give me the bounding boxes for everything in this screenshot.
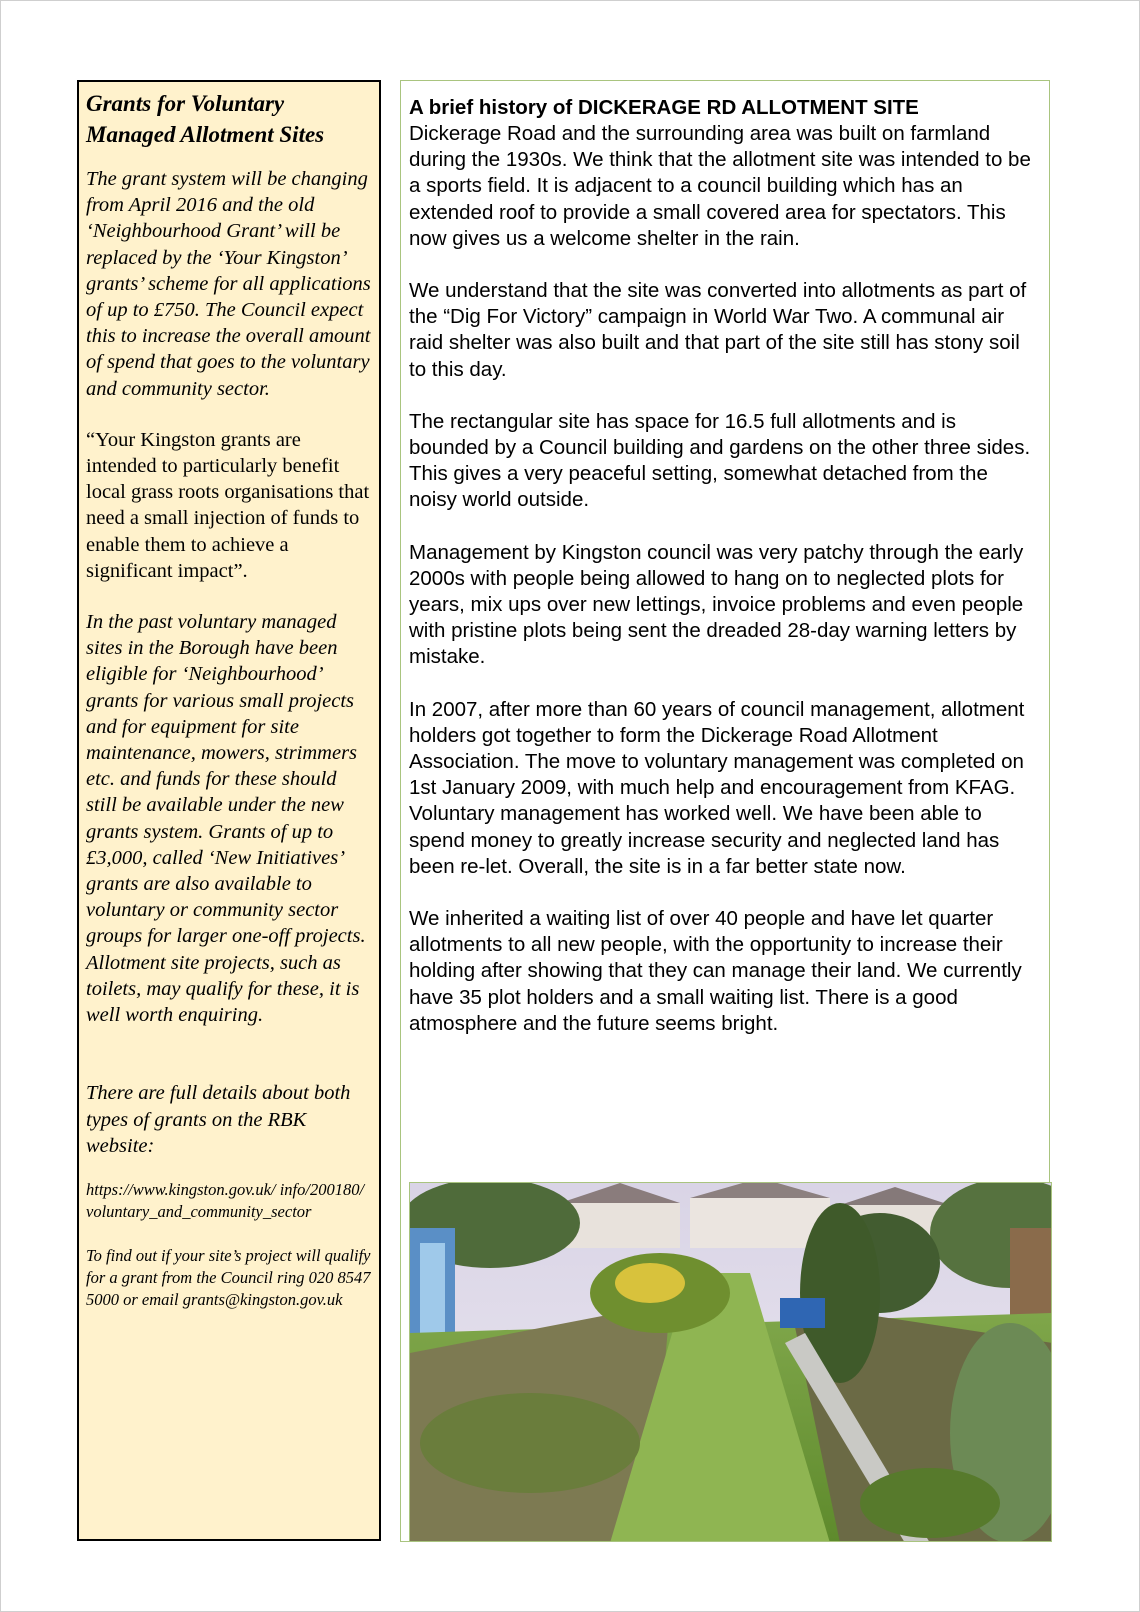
grants-sidebar xyxy=(77,80,381,1541)
rbk-website-link[interactable]: https://www.kingston.gov.uk/ info/200180/ voluntary_and_community_sector xyxy=(86,1179,365,1221)
article-paragraph-origins: Dickerage Road and the surrounding area was built on farmland during the 1930s. We think that the allotment site was intended to be a sports field. It is adjacent to a council building which has an extended roof to provide a small covered area for spectators. This now gives us a welcome shelter in the rain. xyxy=(409,122,1031,250)
article-paragraph-voluntary-management: Voluntary management has worked well. We have been able to spend money to greatly increase security and neglected land has been re-let. Overall, the site is in a far better state now. xyxy=(409,802,1000,878)
sidebar-details: There are full details about both types of grants on the RBK website: xyxy=(86,1082,351,1157)
allotment-illustration xyxy=(410,1183,1052,1542)
sidebar-quote: “Your Kingston grants are intended to particularly benefit local grass roots organisations that need a small injection of funds to enable them to achieve a significant impact”. xyxy=(86,428,370,582)
sidebar-paragraph-past-grants: In the past voluntary managed sites in the Borough have been eligible for ‘Neighbourhood’ grants for various small projects and for equipment for site maintenance, mowers, strimmers etc. and funds for these should still be available under the new grants system. Grants of up to £3,000, called ‘New Initiatives’ grants are also available to voluntary or community sector groups for larger one-off projects. Allotment site projects, such as toilets, may qualify for these, it is well worth enquiring. xyxy=(86,611,366,1027)
article-paragraph-site-layout: The rectangular site has space for 16.5 full allotments and is bounded by a Council building and gardens on the other three sides. This gives a very peaceful setting, somewhat detached from the noisy world outside. xyxy=(409,409,1031,512)
sidebar-contact-info: To find out if your site’s project will qualify for a grant from the Council ring 020 8547 5000 or email grants@kingston.gov.uk xyxy=(86,1245,371,1309)
sidebar-title: Grants for Voluntary Managed Allotment Sites xyxy=(86,91,325,147)
allotment-photo xyxy=(409,1182,1052,1542)
article-paragraph-council-management: Management by Kingston council was very patchy through the early 2000s with people being allowed to hang on to neglected plots for years, mix ups over new lettings, invoice problems and even people with pristine plots being sent the dreaded 28-day warning letters by mistake. xyxy=(409,540,1024,669)
article-paragraph-association: In 2007, after more than 60 years of council management, allotment holders got together to form the Dickerage Road Allotment Association. The move to voluntary management was completed on 1st January 2009, with much help and encouragement from KFAG. xyxy=(409,697,1025,800)
article-title: A brief history of DICKERAGE RD ALLOTMENT SITE xyxy=(409,96,919,119)
article-paragraph-waiting-list: We inherited a waiting list of over 40 people and have let quarter allotments to all new people, with the opportunity to increase their holding after showing that they can manage their land. We currently have 35 plot holders and a small waiting list. There is a good atmosphere and the future seems bright. xyxy=(409,907,1022,1035)
article-paragraph-dig-for-victory: We understand that the site was converted into allotments as part of the “Dig For Victory” campaign in World War Two. A communal air raid shelter was also built and that part of the site still has stony soil to this day. xyxy=(409,279,1027,381)
sidebar-paragraph-grant-system: The grant system will be changing from April 2016 and the old ‘Neighbourhood Grant’ will be replaced by the ‘Your Kingston’ grants’ scheme for all applications of up to £750. The Council expect this to increase the overall amount of spend that goes to the voluntary and community sector. xyxy=(86,168,371,400)
